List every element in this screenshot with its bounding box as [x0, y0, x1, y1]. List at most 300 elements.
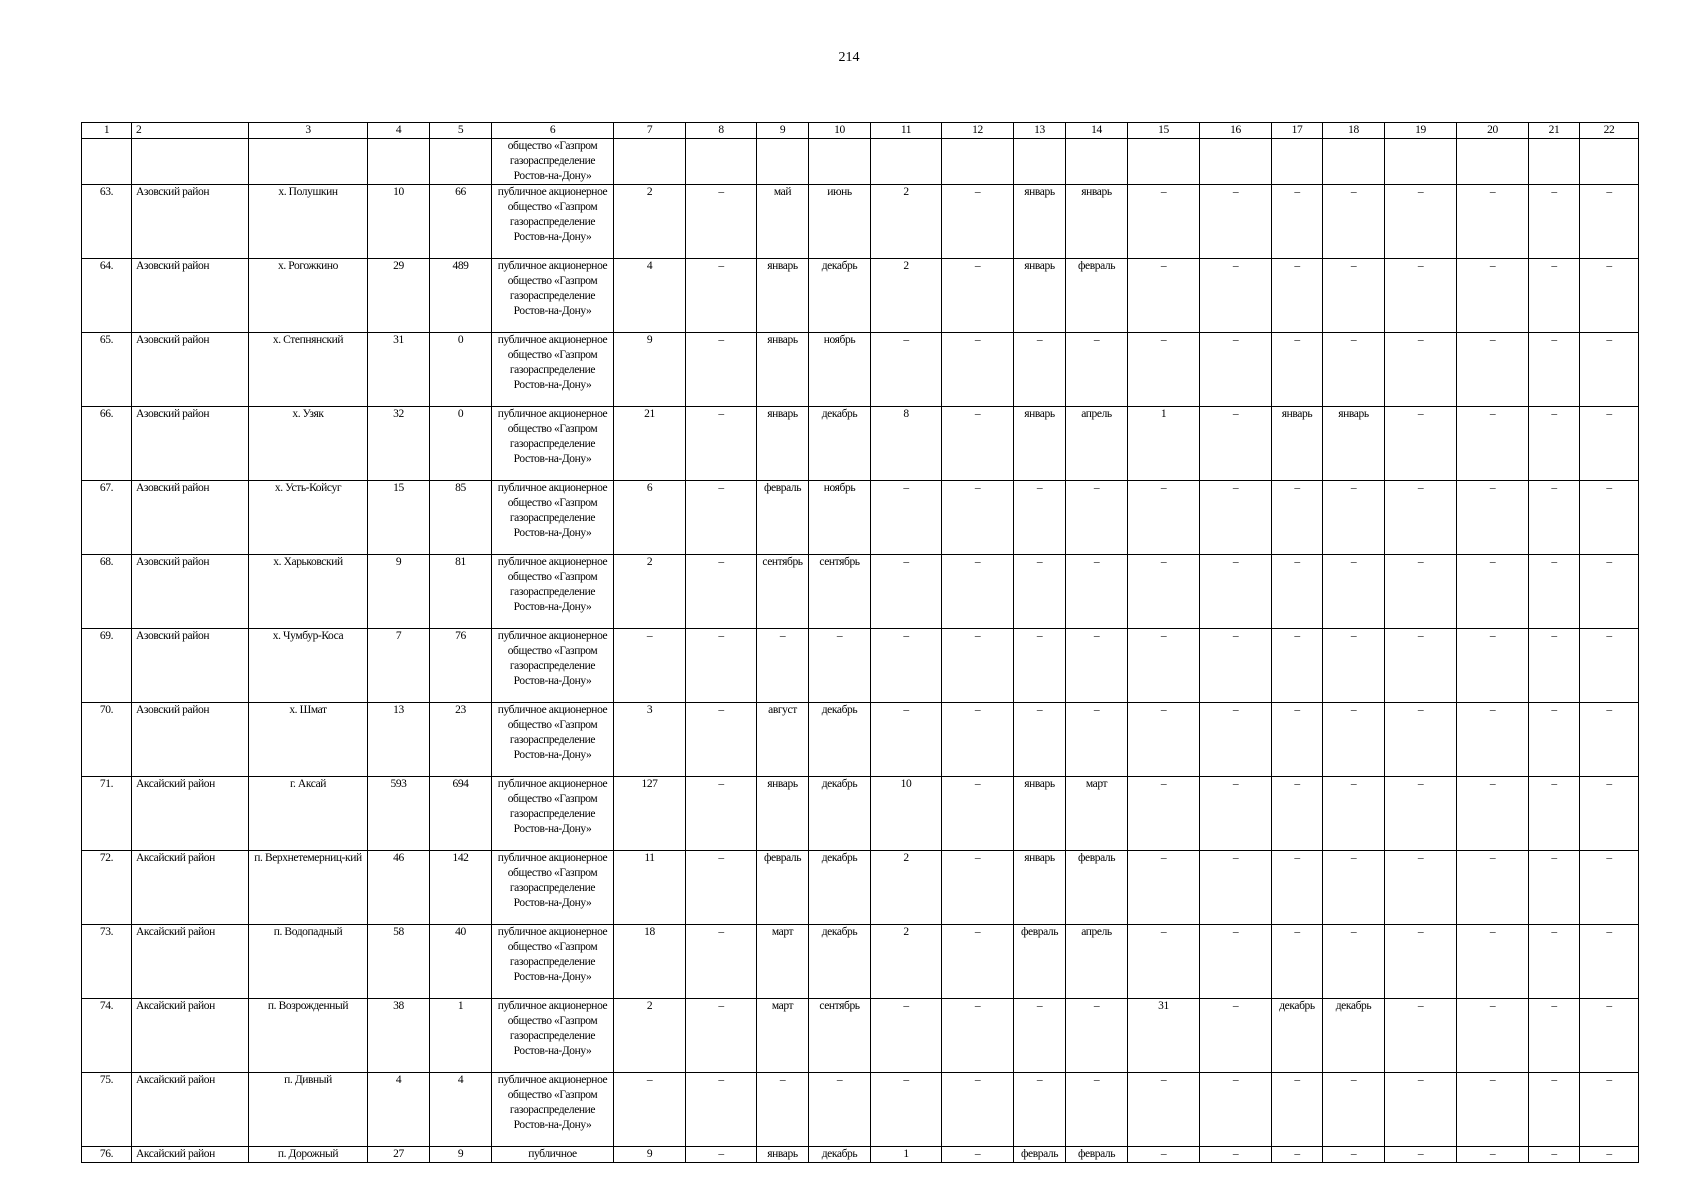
table-cell-col-3: п. Возрожденный — [249, 999, 368, 1073]
table-cell-col-10: ноябрь — [809, 333, 871, 407]
table-cell-col-13: январь — [1014, 185, 1066, 259]
table-cell-col-17: – — [1272, 1147, 1323, 1163]
table-cell-col-7: 21 — [614, 407, 686, 481]
table-cell-col-12: – — [942, 999, 1014, 1073]
table-cell-col-18: – — [1323, 629, 1385, 703]
page-number: 214 — [838, 50, 860, 65]
table-cell-col-5: 0 — [430, 407, 492, 481]
table-cell-col-5: 23 — [430, 703, 492, 777]
table-cell-col-13: – — [1014, 999, 1066, 1073]
table-row — [82, 481, 1639, 555]
table-cell-col-19: – — [1385, 481, 1457, 555]
table-cell-col-12: – — [942, 925, 1014, 999]
table-cell-col-9: январь — [757, 1147, 809, 1163]
table-cell-col-5: 85 — [430, 481, 492, 555]
table-cell-col-10: – — [809, 629, 871, 703]
table-row — [82, 1147, 1639, 1163]
table-cell-col-9: март — [757, 925, 809, 999]
table-cell-col-7: 2 — [614, 999, 686, 1073]
table-cell-col-18: – — [1323, 1147, 1385, 1163]
table-cell-col-10: декабрь — [809, 259, 871, 333]
table-cell-col-22: – — [1580, 333, 1639, 407]
table-cell-col-5: 142 — [430, 851, 492, 925]
table-cell-col-4: 32 — [368, 407, 430, 481]
table-cell-col-4: 29 — [368, 259, 430, 333]
table-cell-col-16: 16 — [1200, 123, 1272, 139]
table-cell-col-8: – — [686, 1073, 757, 1147]
table-cell-col-9: май — [757, 185, 809, 259]
table-cell-col-8: – — [686, 999, 757, 1073]
table-cell-col-12: – — [942, 333, 1014, 407]
table-cell-col-13: январь — [1014, 407, 1066, 481]
table-cell-col-1: 65. — [82, 333, 132, 407]
table-cell-col-12: – — [942, 1147, 1014, 1163]
table-cell-col-9: январь — [757, 333, 809, 407]
table-cell-col-2: Аксайский район — [132, 777, 249, 851]
table-cell-col-17: – — [1272, 259, 1323, 333]
table-cell-col-4: 10 — [368, 185, 430, 259]
table-cell-col-17: – — [1272, 629, 1323, 703]
table-cell-col-1: 72. — [82, 851, 132, 925]
table-cell-col-9: январь — [757, 777, 809, 851]
table-cell-col-3 — [249, 139, 368, 185]
table-cell-col-15 — [1128, 139, 1200, 185]
table-cell-col-21: – — [1529, 925, 1580, 999]
table-cell-col-15: 1 — [1128, 407, 1200, 481]
table-cell-col-6: публичное акционерное общество «Газпром газораспределение Ростов-на-Дону» — [492, 185, 614, 259]
table-cell-col-18: – — [1323, 703, 1385, 777]
table-cell-col-17: – — [1272, 185, 1323, 259]
table-cell-col-21: – — [1529, 851, 1580, 925]
table-cell-col-6: публичное акционерное общество «Газпром газораспределение Ростов-на-Дону» — [492, 999, 614, 1073]
table-cell-col-17: январь — [1272, 407, 1323, 481]
table-cell-col-9: февраль — [757, 851, 809, 925]
table-cell-col-13: – — [1014, 333, 1066, 407]
table-cell-col-5: 9 — [430, 1147, 492, 1163]
table-cell-col-16: – — [1200, 629, 1272, 703]
table-cell-col-22: – — [1580, 407, 1639, 481]
table-cell-col-10: декабрь — [809, 777, 871, 851]
table-cell-col-6: публичное акционерное общество «Газпром газораспределение Ростов-на-Дону» — [492, 703, 614, 777]
table-cell-col-18: – — [1323, 259, 1385, 333]
table-cell-col-18: – — [1323, 777, 1385, 851]
table-cell-col-12: – — [942, 629, 1014, 703]
table-cell-col-16: – — [1200, 1073, 1272, 1147]
table-cell-col-3: х. Шмат — [249, 703, 368, 777]
table-cell-col-7: 18 — [614, 925, 686, 999]
table-cell-col-12: – — [942, 555, 1014, 629]
table-cell-col-20: – — [1457, 851, 1529, 925]
table-cell-col-13: – — [1014, 1073, 1066, 1147]
table-row — [82, 999, 1639, 1073]
table-cell-col-10: декабрь — [809, 703, 871, 777]
table-cell-col-9: январь — [757, 407, 809, 481]
table-row — [82, 1073, 1639, 1147]
table-cell-col-12: – — [942, 1073, 1014, 1147]
table-cell-col-17: – — [1272, 333, 1323, 407]
table-cell-col-17: декабрь — [1272, 999, 1323, 1073]
table-cell-col-1: 68. — [82, 555, 132, 629]
table-cell-col-22: – — [1580, 851, 1639, 925]
table-cell-col-13: – — [1014, 629, 1066, 703]
table-cell-col-11: – — [871, 333, 942, 407]
table-cell-col-15: – — [1128, 925, 1200, 999]
table-cell-col-21: – — [1529, 1147, 1580, 1163]
table-cell-col-20: – — [1457, 333, 1529, 407]
table-cell-col-7: 9 — [614, 333, 686, 407]
table-cell-col-14: – — [1066, 1073, 1128, 1147]
table-cell-col-6: публичное — [492, 1147, 614, 1163]
table-cell-col-7: – — [614, 629, 686, 703]
table-cell-col-5: 40 — [430, 925, 492, 999]
table-cell-col-10: декабрь — [809, 851, 871, 925]
table-cell-col-17: – — [1272, 1073, 1323, 1147]
table-cell-col-17: 17 — [1272, 123, 1323, 139]
table-cell-col-5: 66 — [430, 185, 492, 259]
table-cell-col-8: – — [686, 481, 757, 555]
table-cell-col-3: х. Усть-Койсуг — [249, 481, 368, 555]
table-cell-col-16: – — [1200, 407, 1272, 481]
table-cell-col-1: 67. — [82, 481, 132, 555]
table-cell-col-21: – — [1529, 999, 1580, 1073]
table-cell-col-15: – — [1128, 851, 1200, 925]
table-cell-col-14: февраль — [1066, 1147, 1128, 1163]
table-cell-col-3: г. Аксай — [249, 777, 368, 851]
table-cell-col-1: 74. — [82, 999, 132, 1073]
table-cell-col-11: 2 — [871, 185, 942, 259]
table-cell-col-21: – — [1529, 407, 1580, 481]
table-cell-col-2: Азовский район — [132, 333, 249, 407]
table-cell-col-16: – — [1200, 185, 1272, 259]
table-cell-col-18: – — [1323, 851, 1385, 925]
table-cell-col-15: 31 — [1128, 999, 1200, 1073]
table-cell-col-17: – — [1272, 481, 1323, 555]
table-cell-col-15: – — [1128, 777, 1200, 851]
table-cell-col-21: 21 — [1529, 123, 1580, 139]
table-cell-col-16: – — [1200, 777, 1272, 851]
table-cell-col-4: 4 — [368, 123, 430, 139]
table-cell-col-15: – — [1128, 1073, 1200, 1147]
table-cell-col-8: – — [686, 777, 757, 851]
table-cell-col-12: – — [942, 481, 1014, 555]
table-cell-col-18 — [1323, 139, 1385, 185]
table-cell-col-3: п. Верхнетемерниц-кий — [249, 851, 368, 925]
table-row — [82, 925, 1639, 999]
table-cell-col-18: 18 — [1323, 123, 1385, 139]
table-cell-col-3: х. Степнянский — [249, 333, 368, 407]
table-cell-col-20: – — [1457, 703, 1529, 777]
table-cell-col-14: апрель — [1066, 925, 1128, 999]
table-cell-col-21: – — [1529, 629, 1580, 703]
table-cell-col-2 — [132, 139, 249, 185]
table-cell-col-14: февраль — [1066, 851, 1128, 925]
table-cell-col-16: – — [1200, 999, 1272, 1073]
table-cell-col-7: 9 — [614, 1147, 686, 1163]
table-cell-col-2: Аксайский район — [132, 925, 249, 999]
table-cell-col-19: – — [1385, 407, 1457, 481]
table-cell-col-15: 15 — [1128, 123, 1200, 139]
table-cell-col-10: декабрь — [809, 407, 871, 481]
table-cell-col-13: февраль — [1014, 925, 1066, 999]
table-cell-col-2: Азовский район — [132, 629, 249, 703]
table-cell-col-10: декабрь — [809, 925, 871, 999]
table-cell-col-21: – — [1529, 1073, 1580, 1147]
table-cell-col-15: – — [1128, 1147, 1200, 1163]
table-cell-col-6: публичное акционерное общество «Газпром газораспределение Ростов-на-Дону» — [492, 925, 614, 999]
table-cell-col-7: 6 — [614, 481, 686, 555]
table-cell-col-19 — [1385, 139, 1457, 185]
table-cell-col-10: декабрь — [809, 1147, 871, 1163]
table-cell-col-6: публичное акционерное общество «Газпром газораспределение Ростов-на-Дону» — [492, 259, 614, 333]
table-cell-col-22: – — [1580, 999, 1639, 1073]
table-cell-col-6: публичное акционерное общество «Газпром газораспределение Ростов-на-Дону» — [492, 555, 614, 629]
table-cell-col-7: 127 — [614, 777, 686, 851]
table-cell-col-15: – — [1128, 333, 1200, 407]
table-cell-col-4: 4 — [368, 1073, 430, 1147]
table-cell-col-15: – — [1128, 629, 1200, 703]
table-cell-col-21: – — [1529, 777, 1580, 851]
table-cell-col-11: – — [871, 999, 942, 1073]
table-cell-col-1: 70. — [82, 703, 132, 777]
table-cell-col-15: – — [1128, 555, 1200, 629]
table-cell-col-15: – — [1128, 703, 1200, 777]
table-cell-col-22: – — [1580, 259, 1639, 333]
table-cell-col-6: публичное акционерное общество «Газпром газораспределение Ростов-на-Дону» — [492, 629, 614, 703]
table-row — [82, 555, 1639, 629]
table-cell-col-20: – — [1457, 999, 1529, 1073]
table-cell-col-19: – — [1385, 1073, 1457, 1147]
table-cell-col-20: – — [1457, 629, 1529, 703]
table-cell-col-20: – — [1457, 925, 1529, 999]
table-cell-col-20: – — [1457, 185, 1529, 259]
table-cell-col-8: – — [686, 333, 757, 407]
table-cell-col-19: 19 — [1385, 123, 1457, 139]
table-cell-col-7: 11 — [614, 851, 686, 925]
table-cell-col-18: январь — [1323, 407, 1385, 481]
table-cell-col-4: 31 — [368, 333, 430, 407]
table-cell-col-19: – — [1385, 259, 1457, 333]
table-cell-col-5: 76 — [430, 629, 492, 703]
table-cell-col-18: декабрь — [1323, 999, 1385, 1073]
table-cell-col-14: 14 — [1066, 123, 1128, 139]
table-cell-col-20: 20 — [1457, 123, 1529, 139]
table-cell-col-13: февраль — [1014, 1147, 1066, 1163]
table-cell-col-22: – — [1580, 629, 1639, 703]
table-cell-col-17 — [1272, 139, 1323, 185]
table-cell-col-2: Аксайский район — [132, 1147, 249, 1163]
table-cell-col-3: п. Водопадный — [249, 925, 368, 999]
table-cell-col-12: – — [942, 407, 1014, 481]
table-cell-col-4: 58 — [368, 925, 430, 999]
table-cell-col-14: – — [1066, 481, 1128, 555]
table-cell-col-20: – — [1457, 1147, 1529, 1163]
table-cell-col-14: апрель — [1066, 407, 1128, 481]
table-cell-col-16: – — [1200, 481, 1272, 555]
table-cell-col-12: – — [942, 851, 1014, 925]
table-cell-col-13: – — [1014, 703, 1066, 777]
table-cell-col-22: – — [1580, 555, 1639, 629]
table-cell-col-17: – — [1272, 555, 1323, 629]
table-cell-col-5: 1 — [430, 999, 492, 1073]
table-cell-col-9: январь — [757, 259, 809, 333]
table-cell-col-12: – — [942, 259, 1014, 333]
table-cell-col-6: публичное акционерное общество «Газпром газораспределение Ростов-на-Дону» — [492, 333, 614, 407]
table-cell-col-19: – — [1385, 999, 1457, 1073]
table-cell-col-2: Азовский район — [132, 407, 249, 481]
table-cell-col-12: – — [942, 777, 1014, 851]
table-cell-col-20: – — [1457, 259, 1529, 333]
table-cell-col-16: – — [1200, 1147, 1272, 1163]
table-cell-col-11: 2 — [871, 851, 942, 925]
table-cell-col-5: 5 — [430, 123, 492, 139]
table-cell-col-1: 63. — [82, 185, 132, 259]
table-row — [82, 259, 1639, 333]
table-cell-col-18: – — [1323, 1073, 1385, 1147]
table-cell-col-10: ноябрь — [809, 481, 871, 555]
table-cell-col-22: – — [1580, 925, 1639, 999]
table-cell-col-5: 489 — [430, 259, 492, 333]
table-cell-col-11: 2 — [871, 259, 942, 333]
table-cell-col-9: – — [757, 629, 809, 703]
table-cell-col-7 — [614, 139, 686, 185]
table-cell-col-1: 71. — [82, 777, 132, 851]
table-cell-col-7: 4 — [614, 259, 686, 333]
table-cell-col-14: – — [1066, 555, 1128, 629]
table-cell-col-20 — [1457, 139, 1529, 185]
table-cell-col-3: х. Полушкин — [249, 185, 368, 259]
table-cell-col-7: 3 — [614, 703, 686, 777]
table-cell-col-3: х. Узяк — [249, 407, 368, 481]
table-cell-col-9: сентябрь — [757, 555, 809, 629]
table-cell-col-20: – — [1457, 777, 1529, 851]
table-cell-col-13: – — [1014, 555, 1066, 629]
table-cell-col-11: 10 — [871, 777, 942, 851]
table-cell-col-4: 9 — [368, 555, 430, 629]
table-cell-col-10: июнь — [809, 185, 871, 259]
table-cell-col-12: 12 — [942, 123, 1014, 139]
table-cell-col-13: январь — [1014, 851, 1066, 925]
table-cell-col-22: – — [1580, 481, 1639, 555]
table-cell-col-5: 694 — [430, 777, 492, 851]
table-cell-col-14: февраль — [1066, 259, 1128, 333]
table-cell-col-2: Азовский район — [132, 555, 249, 629]
table-cell-col-10: сентябрь — [809, 555, 871, 629]
table-cell-col-17: – — [1272, 925, 1323, 999]
table-cell-col-22: – — [1580, 185, 1639, 259]
table-cell-col-21: – — [1529, 333, 1580, 407]
table-cell-col-16: – — [1200, 925, 1272, 999]
table-cell-col-14: март — [1066, 777, 1128, 851]
table-cell-col-19: – — [1385, 851, 1457, 925]
table-cell-col-8: 8 — [686, 123, 757, 139]
table-cell-col-14: – — [1066, 333, 1128, 407]
table-cell-col-6: 6 — [492, 123, 614, 139]
table-cell-col-1: 76. — [82, 1147, 132, 1163]
table-cell-col-11: 11 — [871, 123, 942, 139]
table-cell-col-16 — [1200, 139, 1272, 185]
table-cell-col-6: публичное акционерное общество «Газпром газораспределение Ростов-на-Дону» — [492, 407, 614, 481]
table-cell-col-8: – — [686, 407, 757, 481]
table-cell-col-18: – — [1323, 555, 1385, 629]
table-row-continuation — [82, 139, 1639, 185]
table-cell-col-13 — [1014, 139, 1066, 185]
table-cell-col-7: 2 — [614, 185, 686, 259]
table-cell-col-11: 2 — [871, 925, 942, 999]
table-cell-col-11: – — [871, 1073, 942, 1147]
table-cell-col-13: – — [1014, 481, 1066, 555]
table-cell-col-17: – — [1272, 703, 1323, 777]
table-cell-col-1: 66. — [82, 407, 132, 481]
table-cell-col-9: март — [757, 999, 809, 1073]
table-cell-col-16: – — [1200, 703, 1272, 777]
table-cell-col-4: 38 — [368, 999, 430, 1073]
table-cell-col-14: – — [1066, 999, 1128, 1073]
table-cell-col-14 — [1066, 139, 1128, 185]
table-cell-col-5: 0 — [430, 333, 492, 407]
table-cell-col-14: – — [1066, 629, 1128, 703]
table-cell-col-8: – — [686, 703, 757, 777]
table-cell-col-4: 15 — [368, 481, 430, 555]
table-cell-col-19: – — [1385, 555, 1457, 629]
table-row — [82, 333, 1639, 407]
table-cell-col-21 — [1529, 139, 1580, 185]
table-cell-col-1: 69. — [82, 629, 132, 703]
table-cell-col-8: – — [686, 259, 757, 333]
table-cell-col-20: – — [1457, 481, 1529, 555]
table-cell-col-3: 3 — [249, 123, 368, 139]
table-cell-col-14: январь — [1066, 185, 1128, 259]
table-cell-col-10: сентябрь — [809, 999, 871, 1073]
table-cell-col-3: п. Дивный — [249, 1073, 368, 1147]
table-cell-col-6: публичное акционерное общество «Газпром газораспределение Ростов-на-Дону» — [492, 851, 614, 925]
table-cell-col-2: Аксайский район — [132, 851, 249, 925]
table-cell-col-5: 81 — [430, 555, 492, 629]
table-cell-col-4: 13 — [368, 703, 430, 777]
table-cell-col-22: 22 — [1580, 123, 1639, 139]
table-cell-col-9: – — [757, 1073, 809, 1147]
table-cell-col-12: – — [942, 185, 1014, 259]
table-cell-col-9: 9 — [757, 123, 809, 139]
table-cell-col-20: – — [1457, 1073, 1529, 1147]
table-cell-col-6: публичное акционерное общество «Газпром газораспределение Ростов-на-Дону» — [492, 1073, 614, 1147]
table-cell-col-22: – — [1580, 1073, 1639, 1147]
table-cell-col-1 — [82, 139, 132, 185]
table-cell-col-4: 46 — [368, 851, 430, 925]
table-cell-col-13: 13 — [1014, 123, 1066, 139]
table-cell-col-8: – — [686, 555, 757, 629]
table-cell-col-2: Аксайский район — [132, 1073, 249, 1147]
table-cell-col-8: – — [686, 925, 757, 999]
table-cell-col-19: – — [1385, 777, 1457, 851]
table-cell-col-22: – — [1580, 703, 1639, 777]
table-cell-col-17: – — [1272, 851, 1323, 925]
table-header-row — [82, 123, 1639, 139]
table-cell-col-4: 27 — [368, 1147, 430, 1163]
table-cell-col-4: 7 — [368, 629, 430, 703]
table-row — [82, 777, 1639, 851]
table-cell-col-19: – — [1385, 925, 1457, 999]
table-cell-col-19: – — [1385, 703, 1457, 777]
table-cell-col-6: публичное акционерное общество «Газпром газораспределение Ростов-на-Дону» — [492, 777, 614, 851]
table-cell-col-9: февраль — [757, 481, 809, 555]
table-cell-col-4: 593 — [368, 777, 430, 851]
table-cell-col-9 — [757, 139, 809, 185]
table-cell-col-7: 2 — [614, 555, 686, 629]
table-cell-col-10: 10 — [809, 123, 871, 139]
table-cell-col-5: 4 — [430, 1073, 492, 1147]
table-cell-col-22: – — [1580, 1147, 1639, 1163]
table-cell-col-2: Азовский район — [132, 703, 249, 777]
